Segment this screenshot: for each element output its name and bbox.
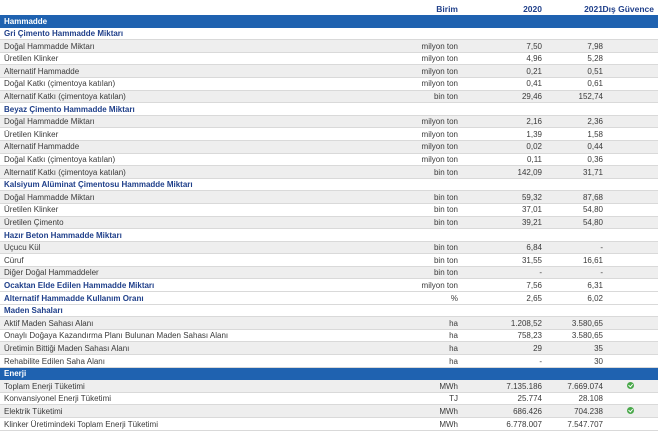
value-2021: 6,31 [587,280,603,290]
section-row [0,15,658,28]
table-row [0,342,658,355]
table-row [0,91,658,104]
row-unit: bin ton [433,167,458,177]
value-2020: 6,84 [526,243,542,253]
value-2020: 1,39 [526,129,542,139]
table-row [0,78,658,91]
value-2020: 31,55 [521,255,542,265]
row-unit: % [450,293,458,303]
row-unit: bin ton [433,218,458,227]
value-2021: 5,28 [587,54,603,64]
row-unit: ha [449,318,458,328]
row-label: Doğal Katkı (çimentoya katılan) [4,79,116,89]
value-2021: 0,44 [587,142,603,152]
row-label: Doğal Hammadde Miktarı [4,192,95,202]
value-2020: 39,21 [521,218,542,227]
table-header [0,0,658,15]
value-2021: 152,74 [578,92,603,102]
value-2020: 2,65 [526,293,542,303]
row-label: Alternatif Katkı (çimentoya katılan) [4,92,126,102]
value-2020: 25.774 [517,394,542,404]
row-label: Üretilen Klinker [4,54,59,64]
row-label: Üretimin Bittiği Maden Sahası Alanı [4,343,130,353]
value-2021: 54,80 [582,205,603,215]
value-2020: 0,02 [526,142,542,152]
row-unit: milyon ton [421,117,458,127]
row-label: Enerji [4,369,27,379]
row-label: Maden Sahaları [4,306,63,316]
subsection-row [0,305,658,318]
row-label: Ocaktan Elde Edilen Hammadde Miktarı [4,280,155,290]
table-row [0,40,658,53]
row-unit: MWh [439,406,458,416]
row-unit: bin ton [433,92,458,102]
value-2021: 30 [594,356,603,366]
subsection-row [0,28,658,41]
value-2020: 142,09 [517,167,542,177]
value-2020: 29 [533,343,542,353]
row-unit: bin ton [433,192,458,202]
row-unit: MWh [439,419,458,429]
table-row [0,65,658,78]
row-unit: milyon ton [421,155,458,165]
value-2021: 28.108 [578,394,603,404]
row-label: Alternatif Katkı (çimentoya katılan) [4,167,126,177]
row-unit: milyon ton [421,66,458,76]
value-2020: - [539,268,542,278]
value-2020: 7.135.186 [506,381,542,391]
table-row [0,141,658,154]
subsection-row [0,229,658,242]
table-row [0,418,658,431]
value-2020: 59,32 [521,192,542,202]
row-label: Konvansiyonel Enerji Tüketimi [4,394,112,404]
value-2021: 7.669.074 [567,381,603,391]
value-2021: 704.238 [574,406,603,416]
value-2021: 6,02 [587,293,603,303]
row-label: Onaylı Doğaya Kazandırma Planı Bulunan Maden Sahası Alanı [4,331,229,341]
value-2021: 1,58 [587,129,603,139]
row-label: Alternatif Hammadde [4,66,80,76]
table-row [0,267,658,280]
row-label: Cüruf [4,255,24,265]
table-row [0,191,658,204]
section-row [0,368,658,381]
row-unit: milyon ton [421,280,458,290]
row-unit: bin ton [433,255,458,265]
table-row [0,204,658,217]
row-unit: milyon ton [421,79,458,89]
table-body [0,15,658,431]
row-label: Diğer Doğal Hammaddeler [4,268,99,278]
row-unit: MWh [439,381,458,391]
row-unit: milyon ton [421,142,458,152]
table-row [0,355,658,368]
value-2021: 7.547.707 [567,419,603,429]
value-2020: 4,96 [526,54,542,64]
header-unit: Birim [436,4,458,14]
row-label: Alternatif Hammadde Kullanım Oranı [4,293,144,303]
row-label: Doğal Hammadde Miktarı [4,117,95,127]
assurance-check-icon [627,407,634,414]
value-2021: 87,68 [582,192,603,202]
value-2020: 686.426 [513,406,542,416]
row-label: Hazır Beton Hammadde Miktarı [4,230,122,240]
value-2021: 2,36 [587,117,603,127]
value-2020: 29,46 [521,92,542,102]
row-label: Toplam Enerji Tüketimi [4,381,85,391]
value-2021: 3.580,65 [571,318,603,328]
row-label: Hammadde [4,16,48,26]
value-2021: - [600,268,603,278]
row-label: Klinker Üretimindeki Toplam Enerji Tüketimi [4,419,158,429]
row-unit: TJ [449,394,458,404]
subsection-row [0,279,658,292]
table-row [0,242,658,255]
table-row [0,405,658,418]
value-2020: 0,21 [526,66,542,76]
row-label: Beyaz Çimento Hammadde Miktarı [4,104,135,114]
row-label: Alternatif Hammadde [4,142,80,152]
row-label: Doğal Katkı (çimentoya katılan) [4,155,116,165]
row-label: Aktif Maden Sahası Alanı [4,318,94,328]
row-label: Uçucu Kül [4,243,41,253]
value-2020: 7,56 [526,280,542,290]
value-2020: 758,23 [517,331,542,341]
value-2021: 0,36 [587,155,603,165]
value-2021: 0,51 [587,66,603,76]
table-row [0,254,658,267]
value-2020: - [539,356,542,366]
row-label: Üretilen Klinker [4,129,59,139]
assurance-check-icon [627,382,634,389]
value-2021: 3.580,65 [571,331,603,341]
row-label: Elektrik Tüketimi [4,406,63,416]
header-assurance: Dış Güvence [602,4,654,14]
row-label: Doğal Hammadde Miktarı [4,41,95,51]
table-row [0,380,658,393]
value-2020: 37,01 [521,205,542,215]
row-unit: bin ton [433,268,458,278]
row-unit: milyon ton [421,129,458,139]
value-2021: 31,71 [582,167,603,177]
value-2021: 16,61 [582,255,603,265]
row-label: Kalsiyum Alüminat Çimentosu Hammadde Miktarı [4,180,193,190]
value-2021: 35 [594,343,603,353]
value-2020: 0,41 [526,79,542,89]
subsection-row [0,179,658,192]
table-row [0,393,658,406]
table-row [0,128,658,141]
value-2021: - [600,243,603,253]
table-row [0,166,658,179]
row-unit: milyon ton [421,54,458,64]
row-unit: ha [449,331,458,341]
value-2020: 7,50 [526,41,542,51]
table-row [0,217,658,230]
row-unit: ha [449,356,458,366]
row-label: Gri Çimento Hammadde Miktarı [4,29,124,39]
value-2020: 6.778.007 [506,419,542,429]
row-label: Üretilen Çimento [4,218,64,227]
row-label: Üretilen Klinker [4,205,59,215]
subsection-row [0,103,658,116]
row-unit: bin ton [433,243,458,253]
table-row [0,116,658,129]
table-row [0,317,658,330]
table-row [0,330,658,343]
value-2021: 54,80 [582,218,603,227]
value-2021: 0,61 [587,79,603,89]
row-unit: ha [449,343,458,353]
table-row [0,53,658,66]
row-unit: milyon ton [421,41,458,51]
value-2021: 7,98 [587,41,603,51]
row-unit: bin ton [433,205,458,215]
subsection-row [0,292,658,305]
header-2021: 2021 [584,4,603,14]
value-2020: 0,11 [527,155,542,165]
row-label: Rehabilite Edilen Saha Alanı [4,356,105,366]
table-row [0,154,658,167]
value-2020: 2,16 [526,117,542,127]
value-2020: 1.208,52 [510,318,542,328]
header-2020: 2020 [523,4,542,14]
